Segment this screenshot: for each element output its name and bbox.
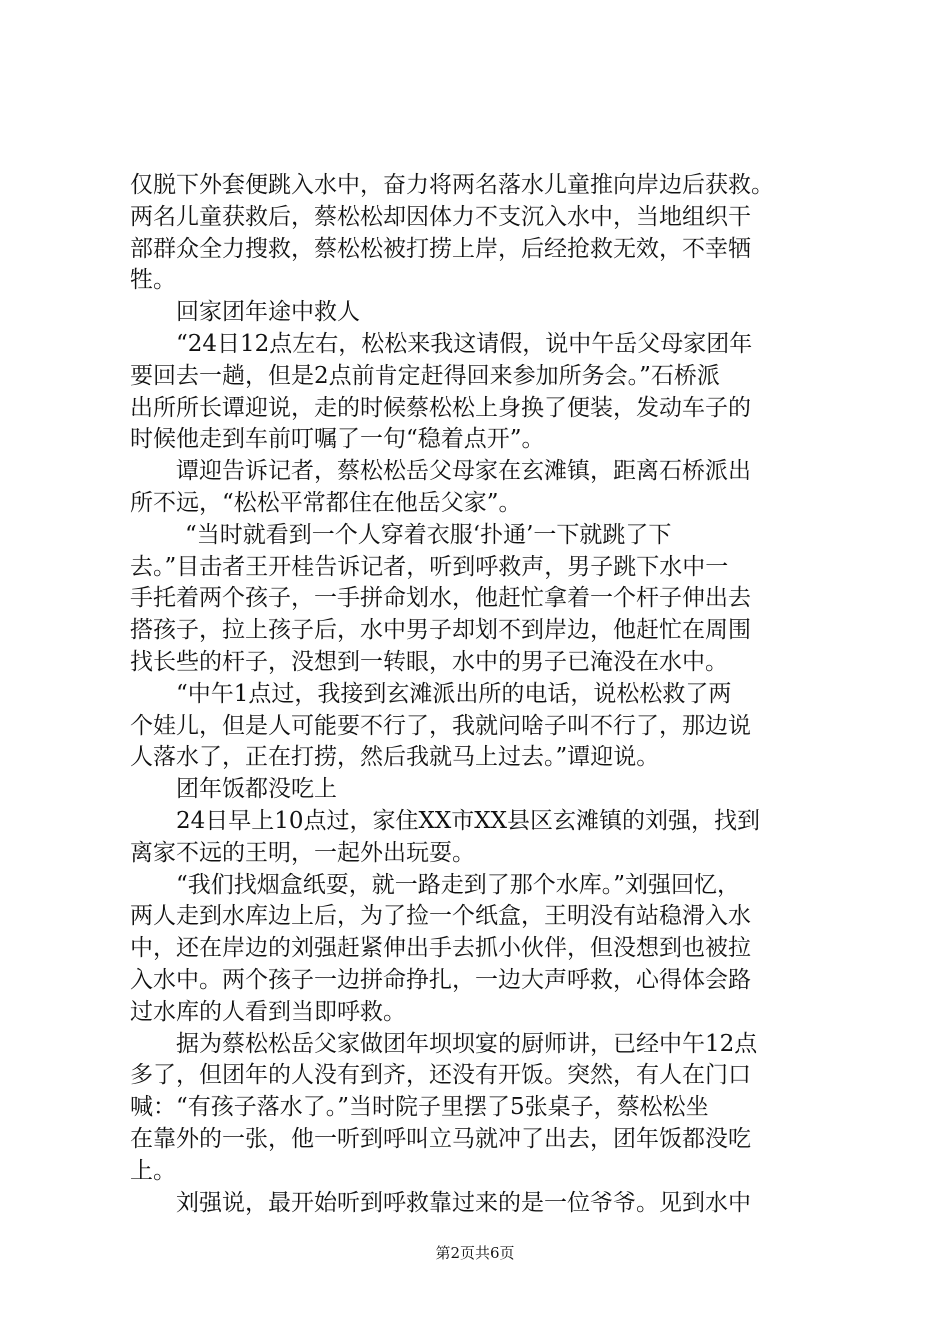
text-line: 牲。: [130, 267, 176, 294]
text-line: “24日12点左右，松松来我这请假，说中午岳父母家团年: [176, 330, 753, 357]
text-line: 过水库的人看到当即呼救。: [130, 998, 406, 1025]
text-line: 入水中。两个孩子一边拼命挣扎，一边大声呼救，心得体会路: [130, 966, 751, 993]
page-number-total: 共6页: [475, 1244, 515, 1262]
text-line: 24日早上10点过，家住XX市XX县区玄滩镇的刘强，找到: [176, 807, 761, 834]
text-line: 个娃儿，但是人可能要不行了，我就问啥子叫不行了，那边说: [130, 712, 751, 739]
text-line: 团年饭都没吃上: [176, 776, 337, 803]
text-line: 部群众全力搜救，蔡松松被打捞上岸，后经抢救无效，不幸牺: [130, 235, 751, 262]
text-line: 回家团年途中救人: [176, 299, 360, 326]
page-number-current: 第2页: [435, 1244, 475, 1262]
text-line: 时候他走到车前叮嘱了一句“稳着点开”。: [130, 426, 545, 453]
text-line: “中午1点过，我接到玄滩派出所的电话，说松松救了两: [176, 680, 732, 707]
text-line: 多了，但团年的人没有到齐，还没有开饭。突然，有人在门口: [130, 1062, 751, 1089]
text-line: 离家不远的王明，一起外出玩耍。: [130, 839, 475, 866]
text-line: “我们找烟盒纸耍，就一路走到了那个水库。”刘强回忆，: [176, 871, 741, 898]
article-body: [130, 170, 840, 1219]
text-line: 要回去一趟，但是2点前肯定赶得回来参加所务会。”石桥派: [130, 362, 720, 389]
text-line: 谭迎告诉记者，蔡松松岳父母家在玄滩镇，距离石桥派出: [176, 458, 751, 485]
text-line: 上。: [130, 1157, 176, 1184]
text-line: 中，还在岸边的刘强赶紧伸出手去抓小伙伴，但没想到也被拉: [130, 935, 751, 962]
text-line: 两人走到水库边上后，为了捡一个纸盒，王明没有站稳滑入水: [130, 903, 751, 930]
text-line: 据为蔡松松岳父家做团年坝坝宴的厨师讲，已经中午12点: [176, 1030, 758, 1057]
text-line: 去。”目击者王开桂告诉记者，听到呼救声，男子跳下水中一: [130, 553, 729, 580]
text-line: 出所所长谭迎说，走的时候蔡松松上身换了便装，发动车子的: [130, 394, 751, 421]
text-line: 仅脱下外套便跳入水中，奋力将两名落水儿童推向岸边后获救。: [130, 172, 774, 198]
text-line: 搭孩子，拉上孩子后，水中男子却划不到岸边，他赶忙在周围: [130, 617, 751, 644]
text-line: 找长些的杆子，没想到一转眼，水中的男子已淹没在水中。: [130, 648, 728, 675]
text-line: 手托着两个孩子，一手拼命划水，他赶忙拿着一个杆子伸出去: [130, 585, 751, 612]
text-line: 所不远，“松松平常都住在他岳父家”。: [130, 489, 522, 516]
text-line: 两名儿童获救后，蔡松松却因体力不支沉入水中，当地组织干: [130, 203, 751, 230]
text-line: “当时就看到一个人穿着衣服‘扑通’一下就跳了下: [185, 521, 672, 548]
text-line: 人落水了，正在打捞，然后我就马上过去。”谭迎说。: [130, 744, 660, 771]
page-footer: [0, 1243, 950, 1263]
text-line: 在靠外的一张，他一听到呼叫立马就冲了出去，团年饭都没吃: [130, 1125, 751, 1152]
text-line: 刘强说，最开始听到呼救靠过来的是一位爷爷。见到水中: [176, 1189, 751, 1216]
text-line: 喊：“有孩子落水了。”当时院子里摆了5张桌子，蔡松松坐: [130, 1094, 709, 1121]
